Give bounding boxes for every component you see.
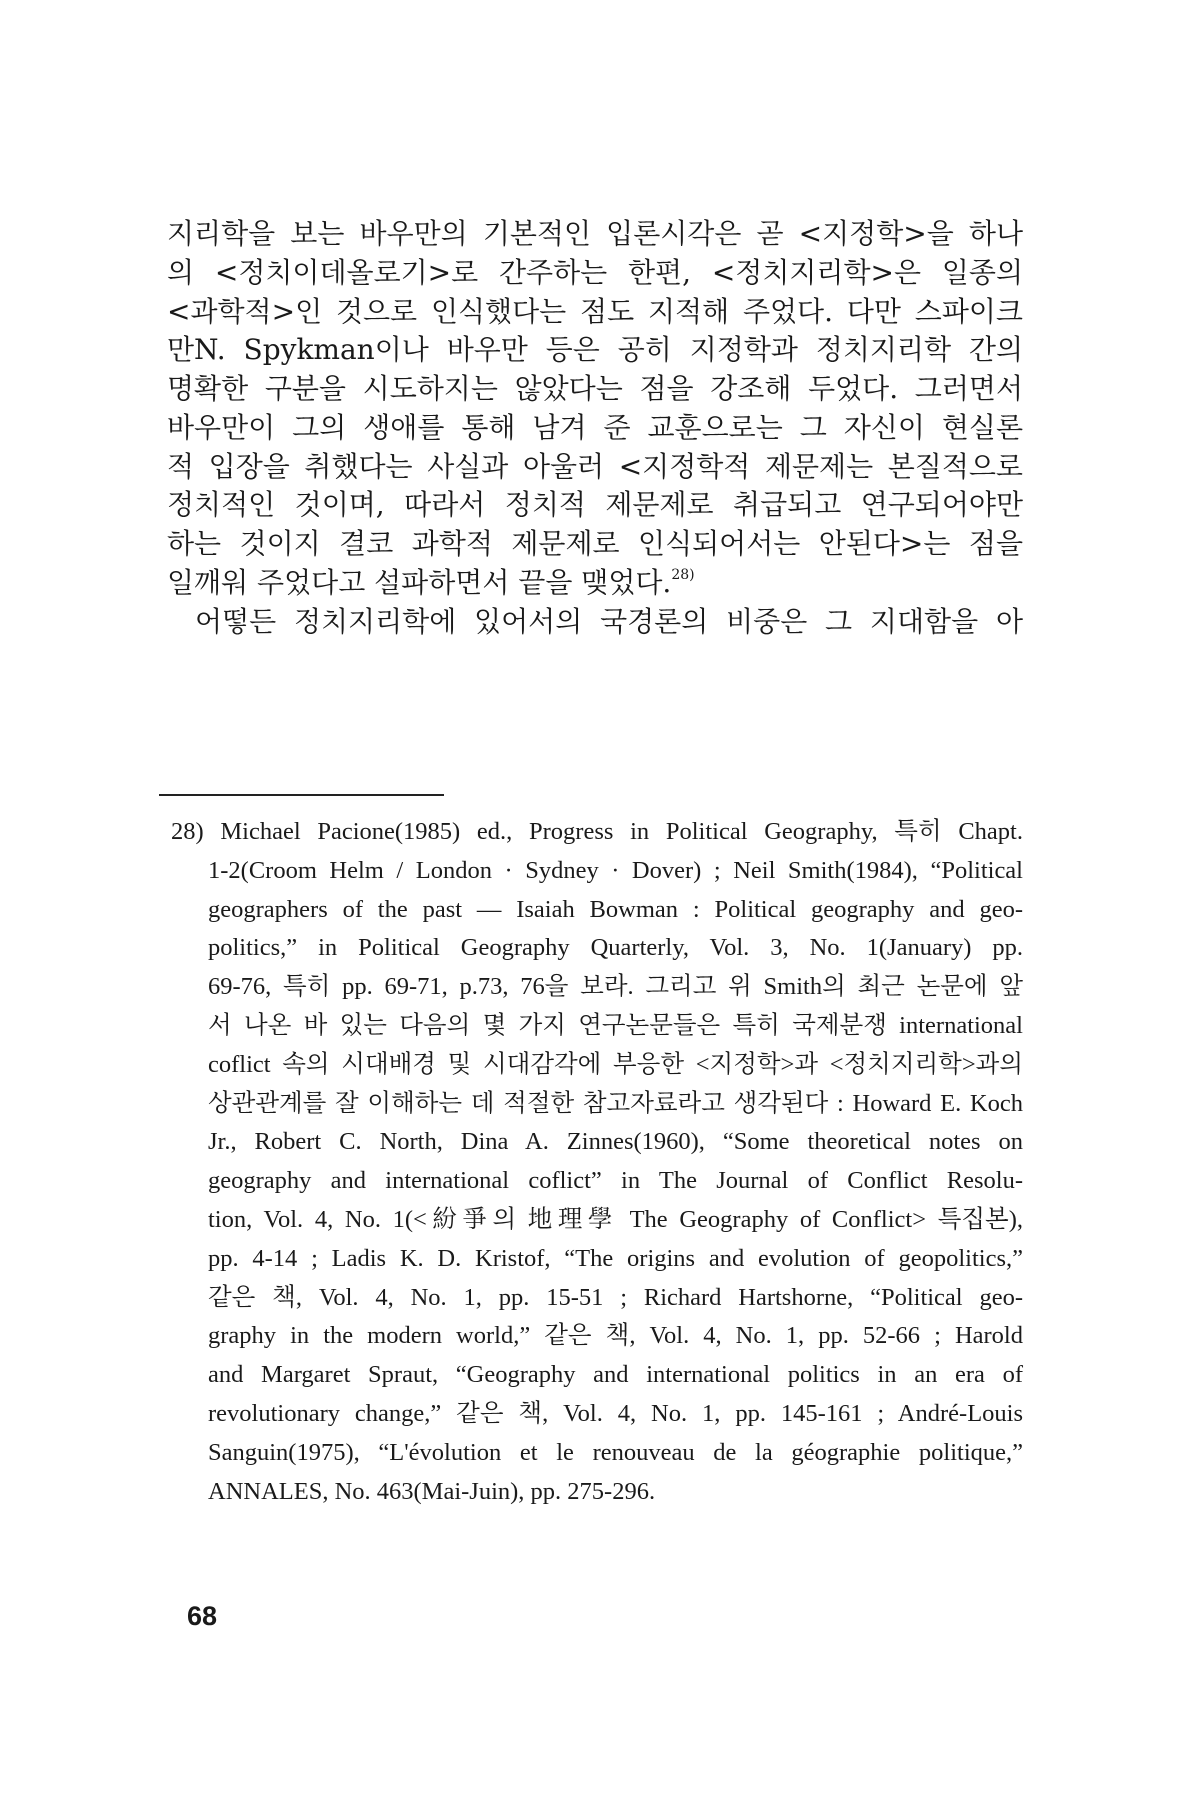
main-text [167, 215, 1023, 641]
footnote-line: coflict 속의 시대배경 및 시대감각에 부응한 <지정학>과 <정치지리학>과의 [208, 1050, 1023, 1078]
body-line: 명확한 구분을 시도하지는 않았다는 점을 강조해 두었다. 그러면서 [167, 372, 1023, 405]
body-line-text: 일깨워 주었다고 설파하면서 끝을 맺었다. [167, 565, 672, 599]
footnote-line: 28) Michael Pacione(1985) ed., Progress in Political Geography, 특히 Chapt. [171, 818, 1023, 845]
footnote-line: 상관관계를 잘 이해하는 데 적절한 참고자료라고 생각된다 : Howard E. Koch [208, 1089, 1023, 1117]
body-line: 하는 것이지 결코 과학적 제문제로 인식되어서는 안된다>는 점을 [167, 527, 1023, 560]
footnote-28 [171, 813, 1023, 1511]
footnote-line: politics,” in Political Geography Quarterly, Vol. 3, No. 1(January) pp. [208, 934, 1023, 962]
footnote-line: geographers of the past — Isaiah Bowman : Political geography and geo- [208, 895, 1023, 923]
footnote-reference: 28) [671, 566, 695, 583]
body-line: <과학적>인 것으로 인식했다는 점도 지적해 주었다. 다만 스파이크 [167, 294, 1023, 328]
footnote-line: 69-76, 특히 pp. 69-71, p.73, 76을 보라. 그리고 위 Smith의 최근 논문에 앞 [208, 973, 1023, 1001]
footnote-line: revolutionary change,” 같은 책, Vol. 4, No. 1, pp. 145-161 ; André-Louis [208, 1399, 1023, 1427]
next-paragraph: 어떻든 정치지리학에 있어서의 국경론의 비중은 그 지대함을 아 [195, 604, 1023, 638]
footnote-line: graphy in the modern world,” 같은 책, Vol. 4, No. 1, pp. 52-66 ; Harold [208, 1322, 1023, 1350]
footnote-line: tion, Vol. 4, No. 1(<紛爭의 地理學 The Geography of Conflict> 특집본), [208, 1205, 1023, 1233]
footnote-line: geography and international coflict” in The Journal of Conflict Resolu- [208, 1167, 1023, 1195]
page-number: 68 [187, 1601, 218, 1631]
footnote-divider [159, 794, 444, 796]
footnote-line: ANNALES, No. 463(Mai-Juin), pp. 275-296. [208, 1477, 656, 1505]
body-line: 의 <정치이데올로기>로 간주하는 한편, <정치지리학>은 일종의 [167, 255, 1023, 289]
footnote-line: and Margaret Spraut, “Geography and international politics in an era of [208, 1361, 1023, 1389]
footnote-line: 1-2(Croom Helm / London · Sydney · Dover) ; Neil Smith(1984), “Political [208, 856, 1023, 884]
body-line: 바우만이 그의 생애를 통해 남겨 준 교훈으로는 그 자신이 현실론 [167, 410, 1023, 444]
body-line: 정치적인 것이며, 따라서 정치적 제문제로 취급되고 연구되어야만 [167, 488, 1023, 522]
footnote-line: Sanguin(1975), “L'évolution et le renouveau de la géographie politique,” [208, 1438, 1023, 1466]
footnote-line: Jr., Robert C. North, Dina A. Zinnes(1960), “Some theoretical notes on [208, 1128, 1023, 1156]
footnote-line: pp. 4-14 ; Ladis K. D. Kristof, “The origins and evolution of geopolitics,” [208, 1244, 1023, 1272]
body-line: 적 입장을 취했다는 사실과 아울러 <지정학적 제문제는 본질적으로 [167, 449, 1023, 483]
body-line: 만N. Spykman이나 바우만 등은 공히 지정학과 정치지리학 간의 [167, 333, 1023, 367]
body-line-last [167, 564, 1023, 602]
footnote-line: 같은 책, Vol. 4, No. 1, pp. 15-51 ; Richard Hartshorne, “Political geo- [208, 1283, 1023, 1311]
body-line: 지리학을 보는 바우만의 기본적인 입론시각은 곧 <지정학>을 하나 [167, 217, 1023, 250]
footnote-line: 서 나온 바 있는 다음의 몇 가지 연구논문들은 특히 국제분쟁 international [208, 1011, 1023, 1039]
